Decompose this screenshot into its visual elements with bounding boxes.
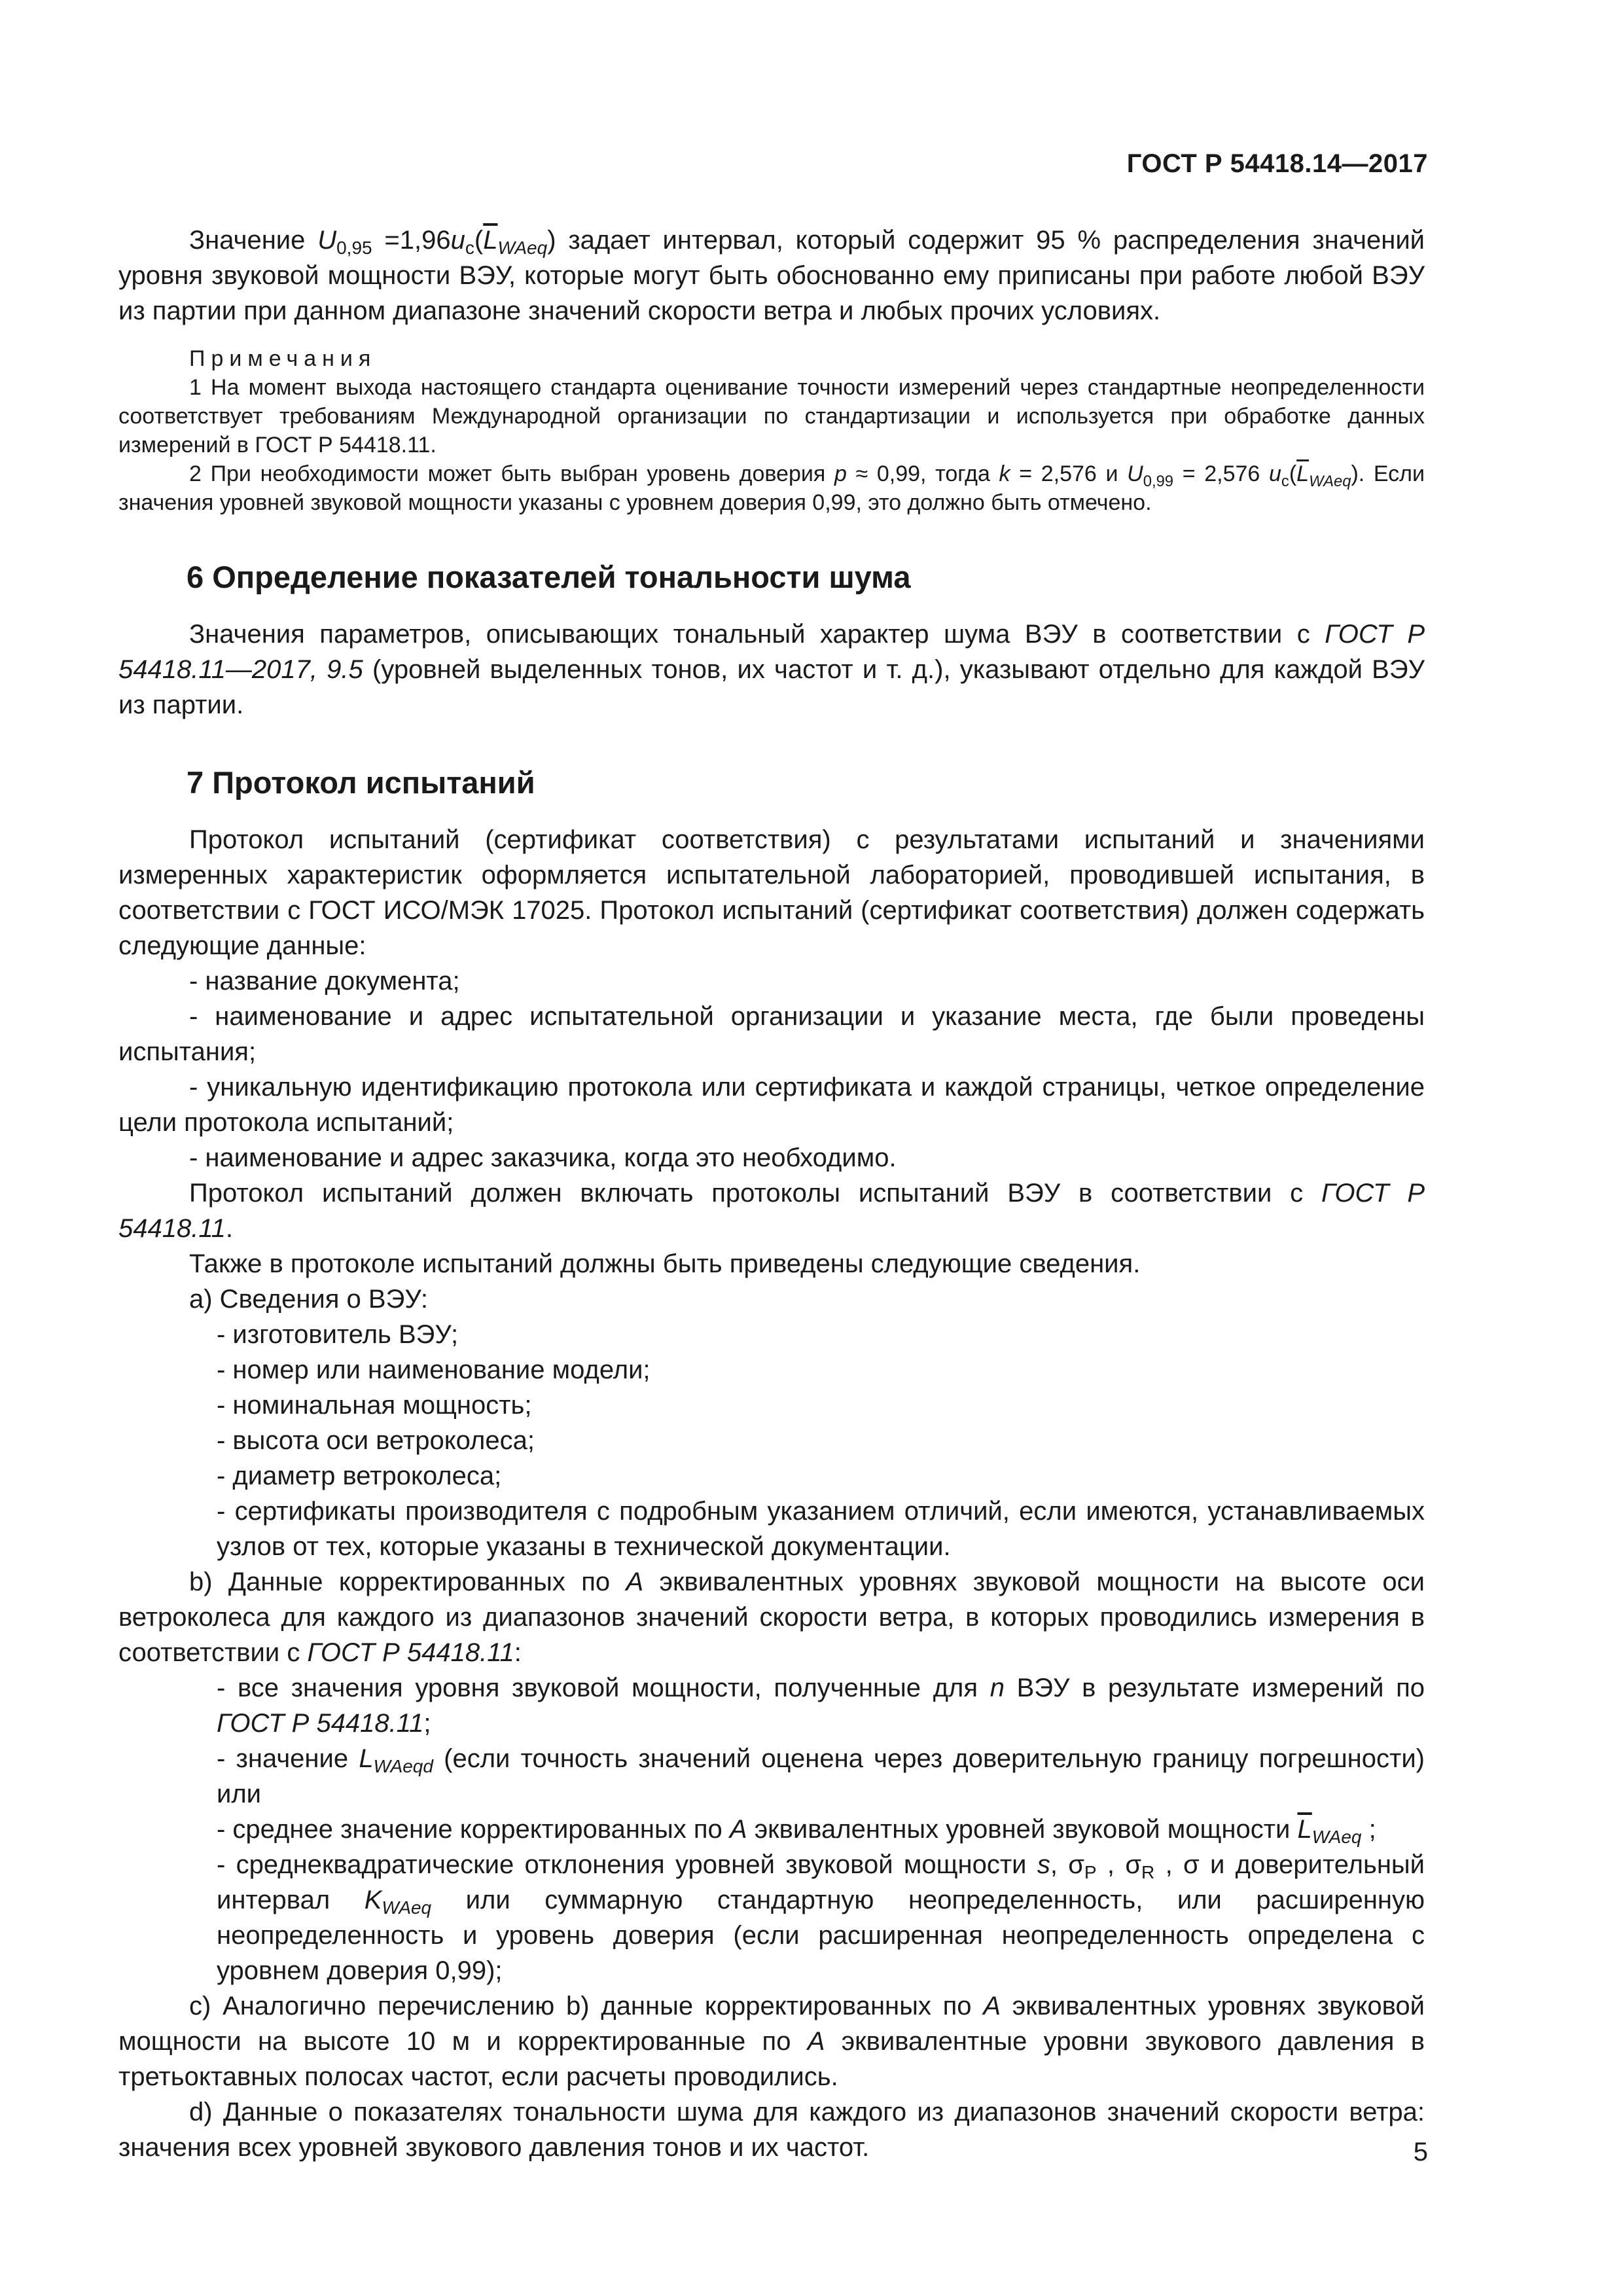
- notes-heading: Примечания: [189, 346, 377, 371]
- list-item: - название документа;: [189, 967, 460, 996]
- list-b-item: - все значения уровня звуковой мощности, полученные для n ВЭУ в результате измерений по ГОСТ Р 54418.11;: [217, 1674, 1425, 1738]
- list-c-paragraph: с) Аналогично перечислению b) данные корректированных по А эквивалентных уровнях звуковой мощности на высоте 10 м и корректированные по А эквивалентные уровни звукового давления в третьоктавных полосах частот, если расчеты проводились.: [118, 1992, 1425, 2091]
- page-number: 5: [1413, 2138, 1428, 2166]
- list-a-item: - номинальная мощность;: [217, 1391, 532, 1420]
- list-a-item: - высота оси ветроколеса;: [217, 1426, 535, 1455]
- note-2: 2 При необходимости может быть выбран уровень доверия p ≈ 0,99, тогда k = 2,576 и $U_{0,99} = 2,576$ $u_c(\overline{L}_{WAeq})$. Если значения уровней звуковой мощности указаны с уровнем доверия 0,99, это должно быть отмечено.: [118, 461, 1425, 515]
- section-6-paragraph: Значения параметров, описывающих тональный характер шума ВЭУ в соответствии с ГОСТ Р 54418.11—2017, 9.5 (уровней выделенных тонов, их частот и т. д.), указывают отдельно для каждой ВЭУ из партии.: [118, 620, 1425, 719]
- intro-paragraph: Значение $U_{0,95} =1,96u_c(\overline{L}_{WAeq})$ задает интервал, который содержит 95 % распределения значений уровня звуковой мощности ВЭУ, которые могут быть обоснованно ему приписаны при работе любой ВЭУ из партии при данном диапазоне значений скорости ветра и любых прочих условиях.: [118, 226, 1425, 325]
- list-b-item: - значение $L_{WAeqd}$ (если точность значений оценена через доверительную границу погрешности) или: [217, 1744, 1425, 1808]
- list-b-paragraph: b) Данные корректированных по А эквивалентных уровнях звуковой мощности на высоте оси ветроколеса для каждого из диапазонов значений скорости ветра, в которых проводились измерения в соответствии с ГОСТ Р 54418.11:: [118, 1568, 1425, 1667]
- section-7-heading: 7 Протокол испытаний: [187, 765, 535, 800]
- list-a-title: а) Сведения о ВЭУ:: [189, 1285, 428, 1314]
- list-item: - наименование и адрес испытательной организации и указание места, где были проведены испытания;: [118, 1002, 1425, 1066]
- section-7-paragraph-2: Протокол испытаний должен включать протоколы испытаний ВЭУ в соответствии с ГОСТ Р 54418.11.: [118, 1179, 1425, 1243]
- page-content: [118, 223, 1425, 2165]
- list-a-item: - сертификаты производителя с подробным указанием отличий, если имеются, устанавливаемых узлов от тех, которые указаны в технической документации.: [217, 1497, 1425, 1561]
- list-d-paragraph: d) Данные о показателях тональности шума для каждого из диапазонов значений скорости ветра: значения всех уровней звукового давления тонов и их частот.: [118, 2098, 1425, 2162]
- list-a-item: - номер или наименование модели;: [217, 1355, 651, 1384]
- section-7-paragraph-3: Также в протоколе испытаний должны быть приведены следующие сведения.: [189, 1249, 1141, 1278]
- list-b-item: - среднее значение корректированных по А эквивалентных уровней звуковой мощности $\overline{L}_{WAeq}$ ;: [217, 1815, 1376, 1847]
- list-item: - уникальную идентификацию протокола или сертификата и каждой страницы, четкое определение цели протокола испытаний;: [118, 1073, 1425, 1137]
- list-a-item: - диаметр ветроколеса;: [217, 1462, 502, 1490]
- list-item: - наименование и адрес заказчика, когда это необходимо.: [189, 1143, 897, 1172]
- list-b-item: - среднеквадратические отклонения уровней звуковой мощности s, $\sigma_P$ , $\sigma_R$ , σ и доверительный интервал $K_{WAeq}$ или суммарную стандартную неопределенность, или расширенную неопределенность и уровень доверия (если расширенная неопределенность определена с уровнем доверия 0,99);: [217, 1850, 1425, 1985]
- list-a-item: - изготовитель ВЭУ;: [217, 1320, 459, 1349]
- notes-block: [118, 344, 1425, 517]
- section-7-paragraph-1: Протокол испытаний (сертификат соответствия) с результатами испытаний и значениями измеренных характеристик оформляется испытательной лабораторией, проводившей испытания, в соответствии с ГОСТ ИСО/МЭК 17025. Протокол испытаний (сертификат соответствия) должен содержать следующие данные:: [118, 825, 1425, 960]
- note-1: 1 На момент выхода настоящего стандарта оценивание точности измерений через стандартные неопределенности соответствует требованиям Международной организации по стандартизации и используется при обработке данных измерений в ГОСТ Р 54418.11.: [118, 375, 1425, 457]
- document-code-header: ГОСТ Р 54418.14—2017: [1126, 149, 1428, 178]
- section-6-heading: 6 Определение показателей тональности шума: [187, 560, 911, 594]
